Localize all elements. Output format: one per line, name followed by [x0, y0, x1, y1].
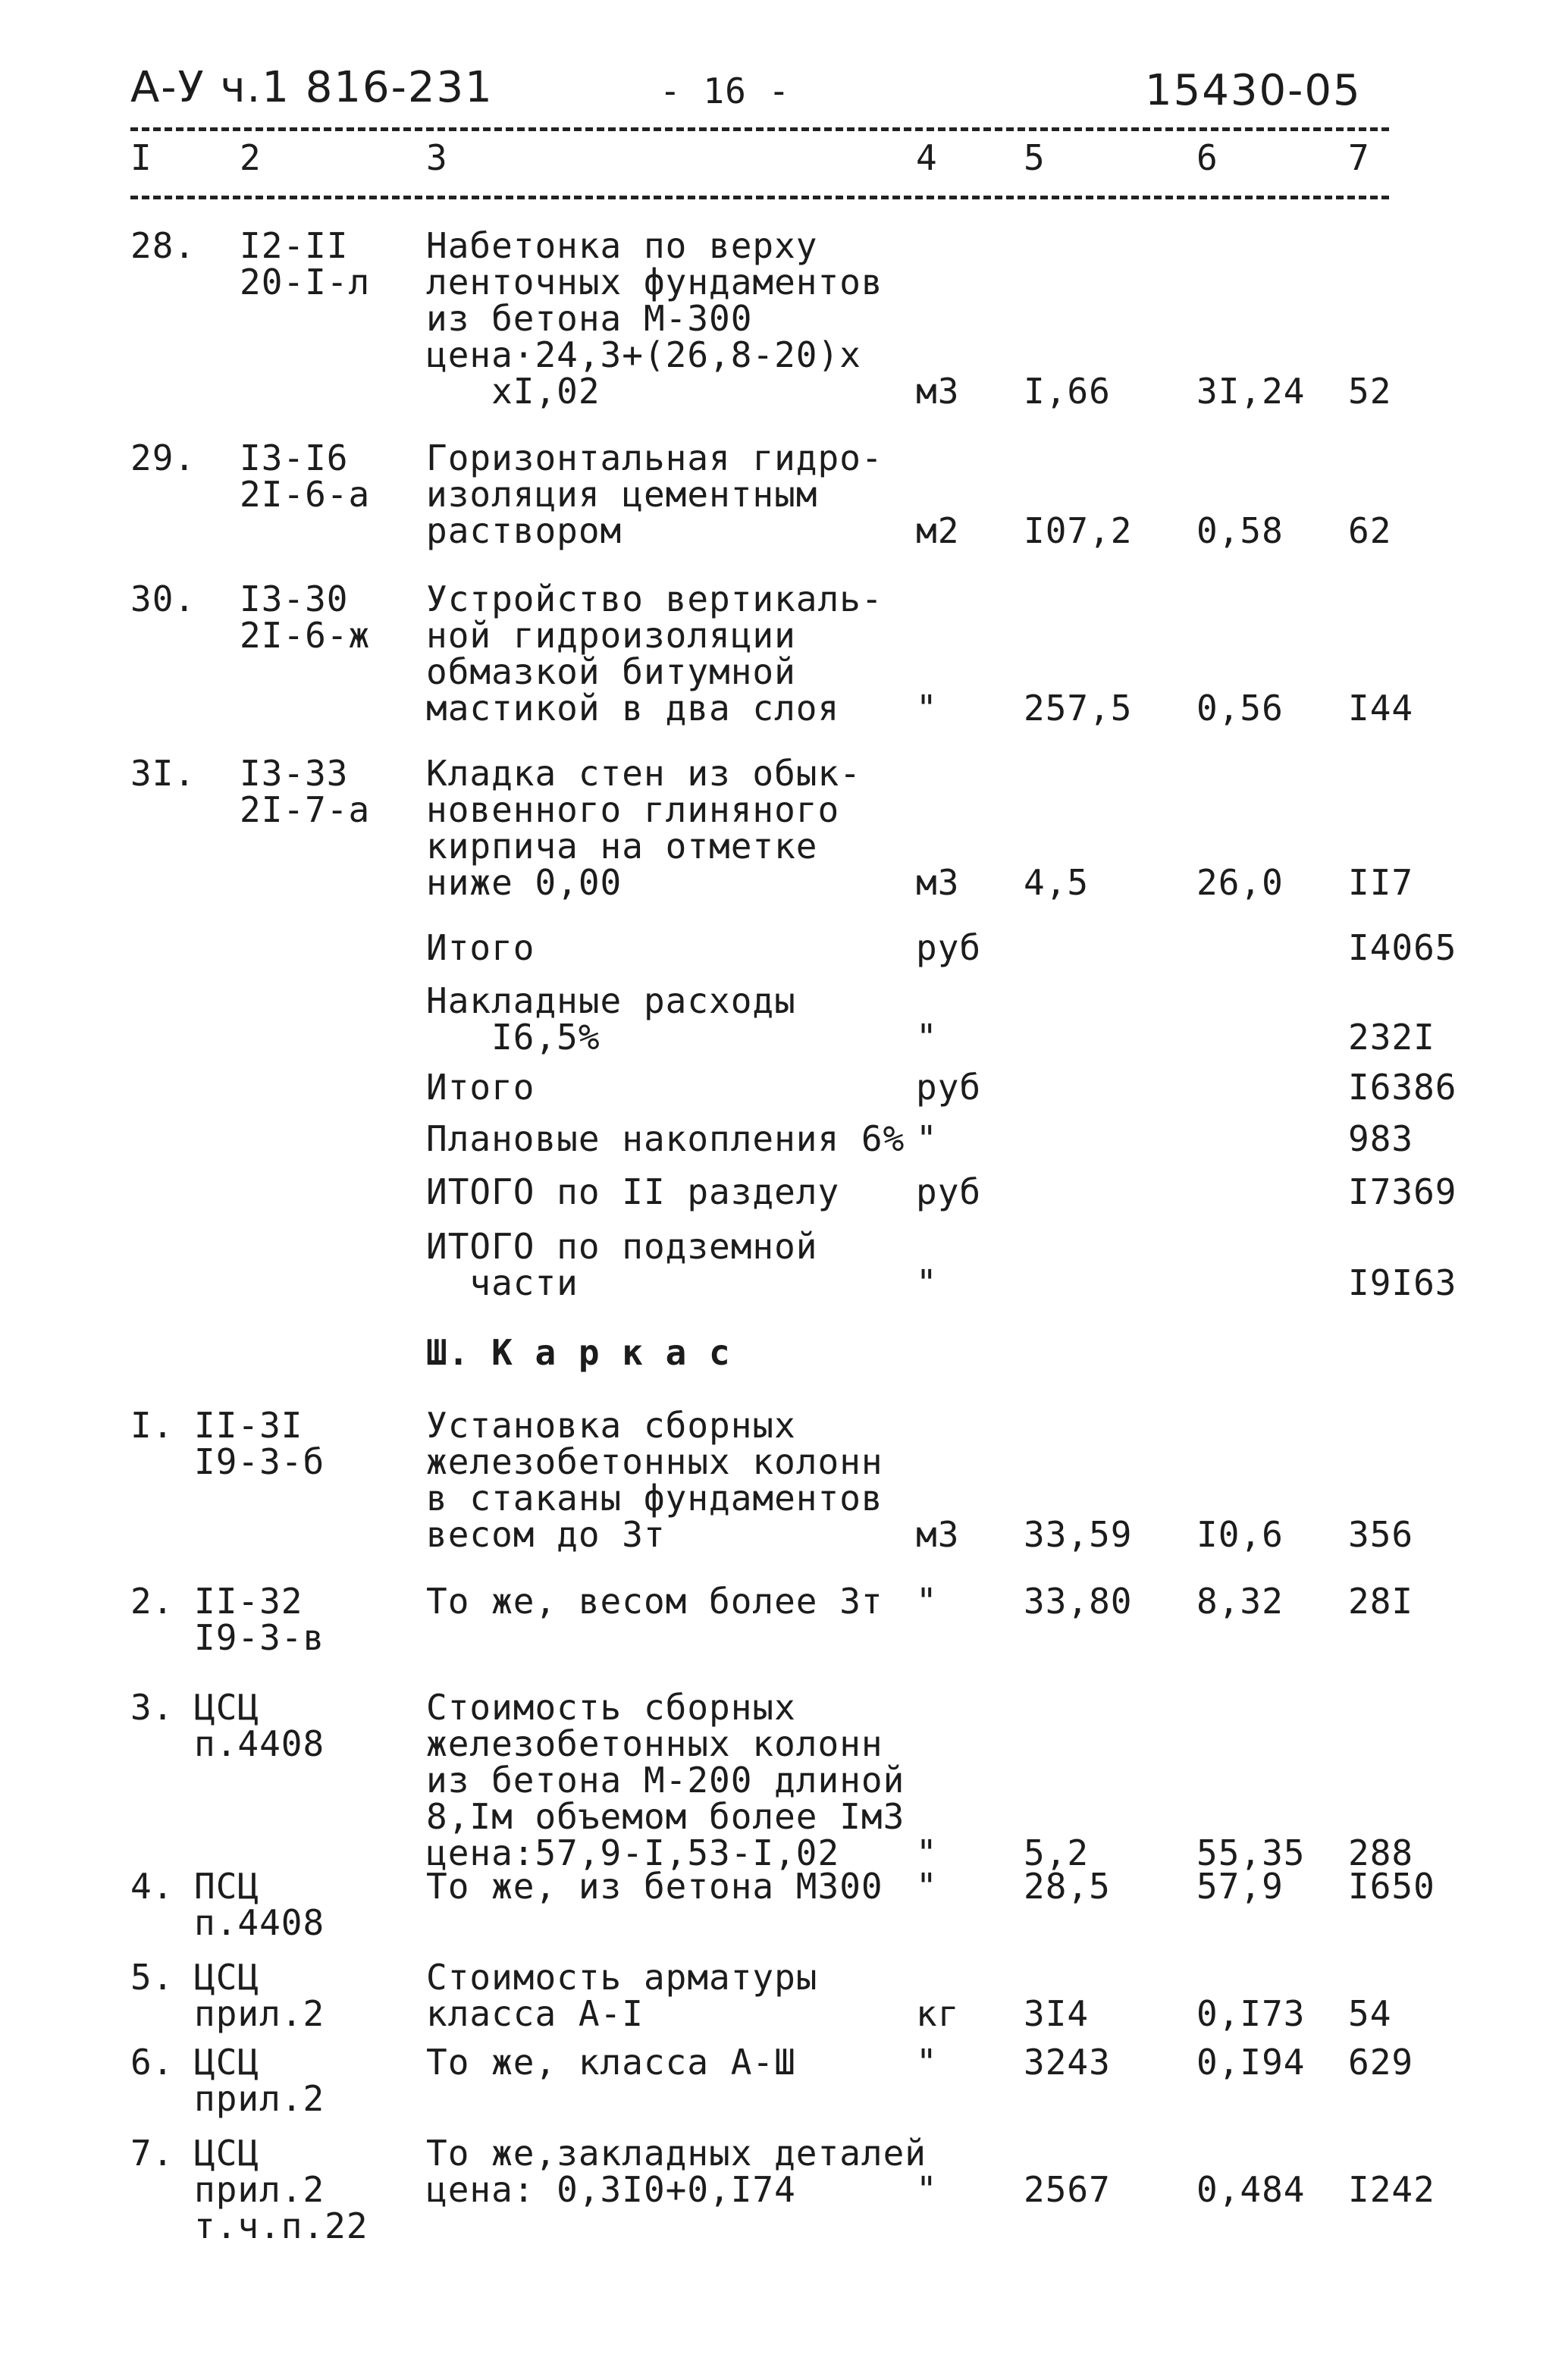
- norm-code: 2I-6-а: [240, 474, 371, 515]
- work-description: мастикой в два слоя: [426, 688, 840, 729]
- unit-price-cell: 0,I94: [1196, 2042, 1306, 2083]
- unit-cell: ": [916, 1832, 938, 1873]
- quantity-cell: 257,5: [1024, 688, 1133, 729]
- document-number: 15430-05: [1145, 66, 1362, 115]
- summary-total: I7369: [1348, 1171, 1457, 1212]
- total-cell: 629: [1348, 2042, 1414, 2083]
- quantity-cell: 4,5: [1024, 862, 1090, 903]
- row-number: 2.: [130, 1581, 174, 1622]
- summary-unit: руб: [916, 927, 982, 968]
- quantity-cell: I07,2: [1024, 510, 1133, 551]
- summary-label: ИТОГО по II разделу: [426, 1171, 840, 1212]
- work-description: Устройство вертикаль-: [426, 578, 883, 619]
- row-number: 29.: [130, 437, 196, 478]
- norm-code: ЦСЦ: [194, 2042, 260, 2083]
- norm-code: п.4408: [194, 1902, 325, 1943]
- work-description: Установка сборных: [426, 1405, 796, 1446]
- summary-label: Накладные расходы: [426, 980, 796, 1021]
- header-rule-bottom: [130, 196, 1389, 199]
- norm-code: II-32: [194, 1581, 303, 1622]
- quantity-cell: 2567: [1024, 2169, 1111, 2210]
- norm-code: прил.2: [194, 1993, 325, 2034]
- row-number: 5.: [130, 1957, 174, 1998]
- column-header-1: I: [130, 137, 152, 178]
- unit-price-cell: 57,9: [1196, 1866, 1284, 1907]
- work-description: раствором: [426, 510, 622, 551]
- summary-unit: руб: [916, 1067, 982, 1108]
- column-header-7: 7: [1348, 137, 1370, 178]
- quantity-cell: 33,80: [1024, 1581, 1133, 1622]
- work-description: хI,02: [426, 371, 601, 412]
- quantity-cell: I,66: [1024, 371, 1111, 412]
- work-description: Набетонка по верху: [426, 225, 818, 266]
- unit-price-cell: I0,6: [1196, 1514, 1284, 1555]
- section-title: Ш. К а р к а с: [426, 1332, 731, 1373]
- norm-code: I9-3-б: [194, 1441, 325, 1482]
- total-cell: 288: [1348, 1832, 1414, 1873]
- unit-cell: ": [916, 1581, 938, 1622]
- quantity-cell: 5,2: [1024, 1832, 1090, 1873]
- summary-label: ИТОГО по подземной: [426, 1226, 818, 1267]
- row-number: 3.: [130, 1687, 174, 1728]
- norm-code: I3-33: [240, 753, 349, 794]
- norm-code: ЦСЦ: [194, 1687, 260, 1728]
- work-description: железобетонных колонн: [426, 1441, 883, 1482]
- total-cell: II7: [1348, 862, 1414, 903]
- work-description: ной гидроизоляции: [426, 615, 796, 656]
- summary-total: 983: [1348, 1118, 1414, 1159]
- total-cell: 52: [1348, 371, 1392, 412]
- column-header-5: 5: [1024, 137, 1046, 178]
- unit-price-cell: 0,484: [1196, 2169, 1306, 2210]
- norm-code: 20-I-л: [240, 262, 371, 303]
- summary-unit: руб: [916, 1171, 982, 1212]
- work-description: Горизонтальная гидро-: [426, 437, 883, 478]
- work-description: из бетона М-200 длиной: [426, 1760, 905, 1801]
- summary-total: I6386: [1348, 1067, 1457, 1108]
- total-cell: 62: [1348, 510, 1392, 551]
- unit-price-cell: 0,56: [1196, 688, 1284, 729]
- summary-label: части: [426, 1262, 579, 1303]
- norm-code: п.4408: [194, 1723, 325, 1764]
- unit-cell: ": [916, 688, 938, 729]
- norm-code: прил.2: [194, 2169, 325, 2210]
- norm-code: ЦСЦ: [194, 1957, 260, 1998]
- row-number: 4.: [130, 1866, 174, 1907]
- column-header-2: 2: [240, 137, 262, 178]
- work-description: То же, из бетона М300: [426, 1866, 883, 1907]
- norm-code: ЦСЦ: [194, 2133, 260, 2174]
- unit-price-cell: 3I,24: [1196, 371, 1306, 412]
- norm-code: I9-3-в: [194, 1617, 325, 1658]
- row-number: 3I.: [130, 753, 196, 794]
- quantity-cell: 3243: [1024, 2042, 1111, 2083]
- unit-price-cell: 26,0: [1196, 862, 1284, 903]
- unit-cell: ": [916, 2169, 938, 2210]
- unit-price-cell: 0,58: [1196, 510, 1284, 551]
- quantity-cell: 3I4: [1024, 1993, 1090, 2034]
- unit-price-cell: 8,32: [1196, 1581, 1284, 1622]
- norm-code: ПСЦ: [194, 1866, 260, 1907]
- work-description: Стоимость арматуры: [426, 1957, 818, 1998]
- row-number: I.: [130, 1405, 174, 1446]
- row-number: 30.: [130, 578, 196, 619]
- norm-code: 2I-6-ж: [240, 615, 371, 656]
- work-description: цена:57,9-I,53-I,02: [426, 1832, 840, 1873]
- summary-unit: ": [916, 1017, 938, 1058]
- work-description: ленточных фундаментов: [426, 262, 883, 303]
- work-description: новенного глиняного: [426, 789, 840, 830]
- column-header-6: 6: [1196, 137, 1218, 178]
- column-header-3: 3: [426, 137, 448, 178]
- total-cell: I650: [1348, 1866, 1435, 1907]
- work-description: весом до 3т: [426, 1514, 666, 1555]
- norm-code: I3-I6: [240, 437, 349, 478]
- summary-total: 232I: [1348, 1017, 1435, 1058]
- total-cell: I242: [1348, 2169, 1435, 2210]
- summary-total: I9I63: [1348, 1262, 1457, 1303]
- unit-cell: м3: [916, 1514, 960, 1555]
- work-description: обмазкой битумной: [426, 651, 796, 692]
- summary-label: Плановые накопления 6%: [426, 1118, 905, 1159]
- unit-price-cell: 55,35: [1196, 1832, 1306, 1873]
- work-description: кирпича на отметке: [426, 826, 818, 867]
- summary-unit: ": [916, 1262, 938, 1303]
- work-description: в стаканы фундаментов: [426, 1478, 883, 1519]
- header-rule-top: [130, 127, 1389, 131]
- work-description: 8,Iм объемом более Iм3: [426, 1796, 905, 1837]
- row-number: 6.: [130, 2042, 174, 2083]
- unit-cell: м2: [916, 510, 960, 551]
- row-number: 28.: [130, 225, 196, 266]
- column-header-4: 4: [916, 137, 938, 178]
- work-description: цена: 0,3I0+0,I74: [426, 2169, 796, 2210]
- total-cell: 28I: [1348, 1581, 1414, 1622]
- norm-code: прил.2: [194, 2078, 325, 2119]
- total-cell: I44: [1348, 688, 1414, 729]
- row-number: 7.: [130, 2133, 174, 2174]
- document-code: А-У ч.1 816-231: [130, 63, 494, 112]
- summary-label: I6,5%: [426, 1017, 601, 1058]
- unit-cell: ": [916, 2042, 938, 2083]
- summary-unit: ": [916, 1118, 938, 1159]
- work-description: изоляция цементным: [426, 474, 818, 515]
- work-description: То же, весом более 3т: [426, 1581, 883, 1622]
- summary-label: Итого: [426, 1067, 535, 1108]
- unit-cell: ": [916, 1866, 938, 1907]
- work-description: цена·24,3+(26,8-20)х: [426, 334, 861, 375]
- norm-code: I3-30: [240, 578, 349, 619]
- unit-price-cell: 0,I73: [1196, 1993, 1306, 2034]
- summary-label: Итого: [426, 927, 535, 968]
- page-number: - 16 -: [660, 71, 791, 111]
- work-description: из бетона М-300: [426, 298, 753, 339]
- unit-cell: м3: [916, 862, 960, 903]
- work-description: железобетонных колонн: [426, 1723, 883, 1764]
- quantity-cell: 28,5: [1024, 1866, 1111, 1907]
- unit-cell: м3: [916, 371, 960, 412]
- work-description: То же, класса А-Ш: [426, 2042, 796, 2083]
- work-description: Кладка стен из обык-: [426, 753, 861, 794]
- summary-total: I4065: [1348, 927, 1457, 968]
- total-cell: 356: [1348, 1514, 1414, 1555]
- unit-cell: кг: [916, 1993, 960, 2034]
- work-description: Стоимость сборных: [426, 1687, 796, 1728]
- work-description: ниже 0,00: [426, 862, 622, 903]
- work-description: класса А-I: [426, 1993, 644, 2034]
- total-cell: 54: [1348, 1993, 1392, 2034]
- norm-code: I2-II: [240, 225, 349, 266]
- work-description: То же,закладных деталей: [426, 2133, 927, 2174]
- quantity-cell: 33,59: [1024, 1514, 1133, 1555]
- norm-code: II-3I: [194, 1405, 303, 1446]
- norm-code: 2I-7-а: [240, 789, 371, 830]
- norm-code: т.ч.п.22: [194, 2205, 368, 2246]
